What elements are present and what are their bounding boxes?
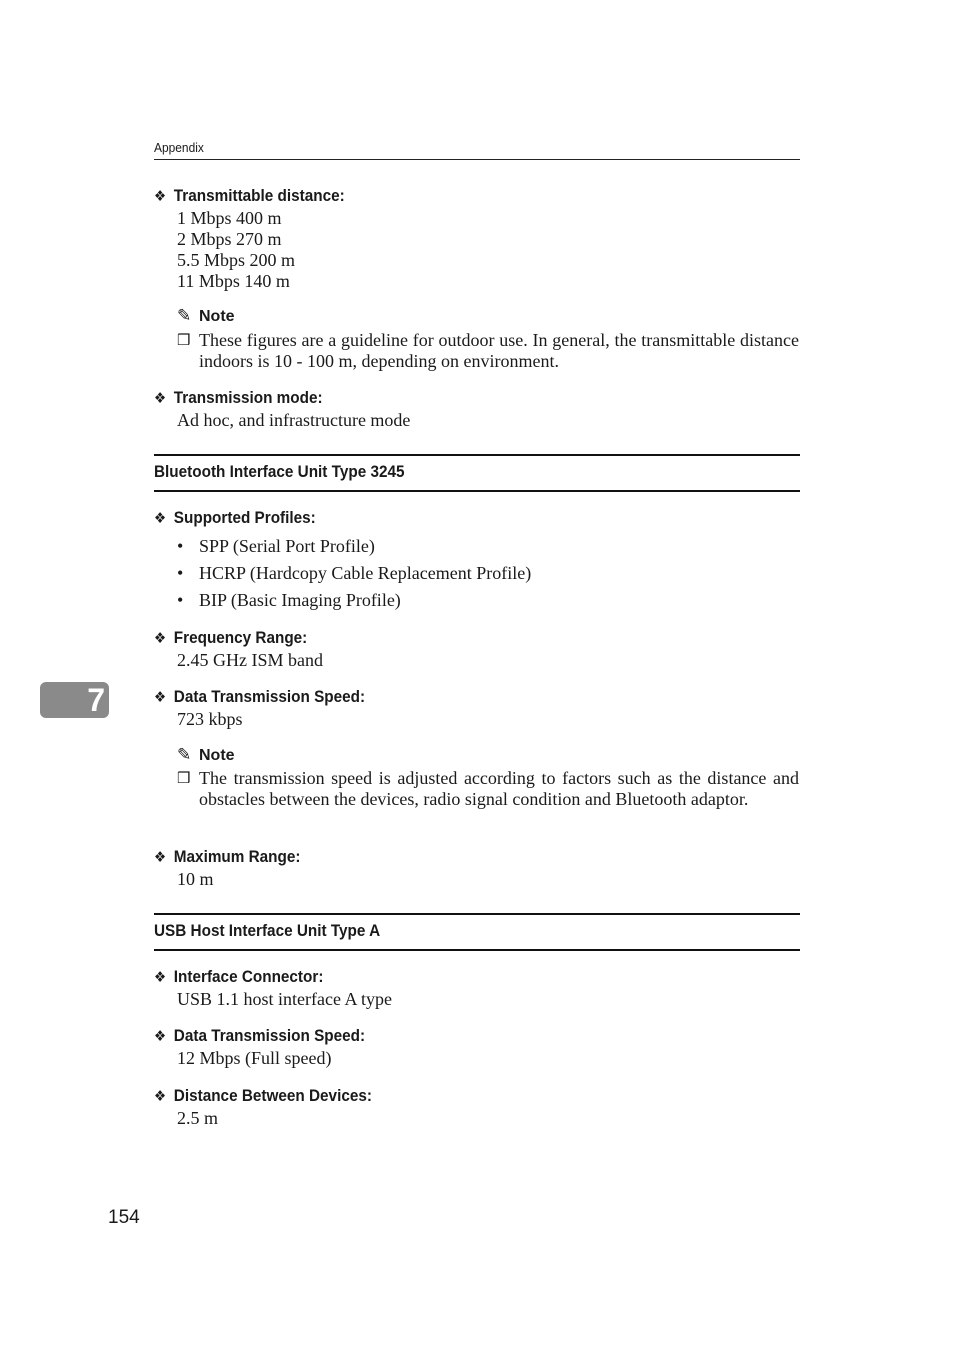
term-data-transmission-speed-bt: ❖ Data Transmission Speed: [154, 687, 366, 706]
section-heading-bluetooth: Bluetooth Interface Unit Type 3245 [154, 454, 800, 492]
note-text-bluetooth: ❒ The transmission speed is adjusted according to factors such as the distance and obstacles between the devices, radio signal condition and Bluetooth adaptor. [177, 768, 799, 809]
note-text-wireless: ❒ These figures are a guideline for outdoor use. In general, the transmittable distance indoors is 10 - 100 m, depending on environment. [177, 330, 799, 371]
note-label-wireless: ✎ Note [177, 306, 235, 325]
checkbox-marker-icon: ❒ [177, 771, 191, 787]
section-heading-usb: USB Host Interface Unit Type A [154, 913, 800, 951]
term-distance-between-devices: ❖ Distance Between Devices: [154, 1086, 372, 1105]
bullet-icon: • [177, 563, 184, 583]
diamond-icon: ❖ [154, 510, 167, 527]
distance-between-devices-value: 2.5 m [177, 1108, 219, 1128]
diamond-icon: ❖ [154, 849, 167, 866]
diamond-icon: ❖ [154, 1028, 167, 1045]
bullet-icon: • [177, 536, 184, 556]
pencil-icon: ✎ [177, 745, 192, 764]
data-speed-value-bt: 723 kbps [177, 709, 243, 729]
data-speed-value-usb: 12 Mbps (Full speed) [177, 1048, 332, 1068]
diamond-icon: ❖ [154, 969, 167, 986]
transmission-mode-value: Ad hoc, and infrastructure mode [177, 410, 411, 430]
diamond-icon: ❖ [154, 188, 167, 205]
list-item: • BIP (Basic Imaging Profile) [177, 590, 401, 610]
diamond-icon: ❖ [154, 689, 167, 706]
frequency-range-value: 2.45 GHz ISM band [177, 650, 323, 670]
term-transmittable-distance: ❖ Transmittable distance: [154, 186, 345, 205]
term-transmission-mode: ❖ Transmission mode: [154, 388, 323, 407]
term-maximum-range: ❖ Maximum Range: [154, 847, 301, 866]
pencil-icon: ✎ [177, 306, 192, 325]
diamond-icon: ❖ [154, 390, 167, 407]
chapter-number: 7 [87, 682, 105, 718]
interface-connector-value: USB 1.1 host interface A type [177, 989, 392, 1009]
chapter-tab [40, 682, 109, 718]
header-title: Appendix [154, 140, 204, 155]
distance-value-3: 5.5 Mbps 200 m [177, 250, 296, 270]
distance-value-2: 2 Mbps 270 m [177, 229, 282, 249]
term-frequency-range: ❖ Frequency Range: [154, 628, 308, 647]
note-label-bluetooth: ✎ Note [177, 745, 235, 764]
diamond-icon: ❖ [154, 630, 167, 647]
page-number: 154 [108, 1207, 140, 1228]
list-item: • SPP (Serial Port Profile) [177, 536, 375, 556]
term-supported-profiles: ❖ Supported Profiles: [154, 508, 316, 527]
checkbox-marker-icon: ❒ [177, 333, 191, 349]
diamond-icon: ❖ [154, 1088, 167, 1105]
bullet-icon: • [177, 590, 184, 610]
distance-value-4: 11 Mbps 140 m [177, 271, 290, 291]
distance-value-1: 1 Mbps 400 m [177, 208, 282, 228]
page-header [154, 139, 800, 160]
term-interface-connector: ❖ Interface Connector: [154, 967, 324, 986]
maximum-range-value: 10 m [177, 869, 214, 889]
list-item: • HCRP (Hardcopy Cable Replacement Profile) [177, 563, 532, 583]
term-data-transmission-speed-usb: ❖ Data Transmission Speed: [154, 1026, 366, 1045]
